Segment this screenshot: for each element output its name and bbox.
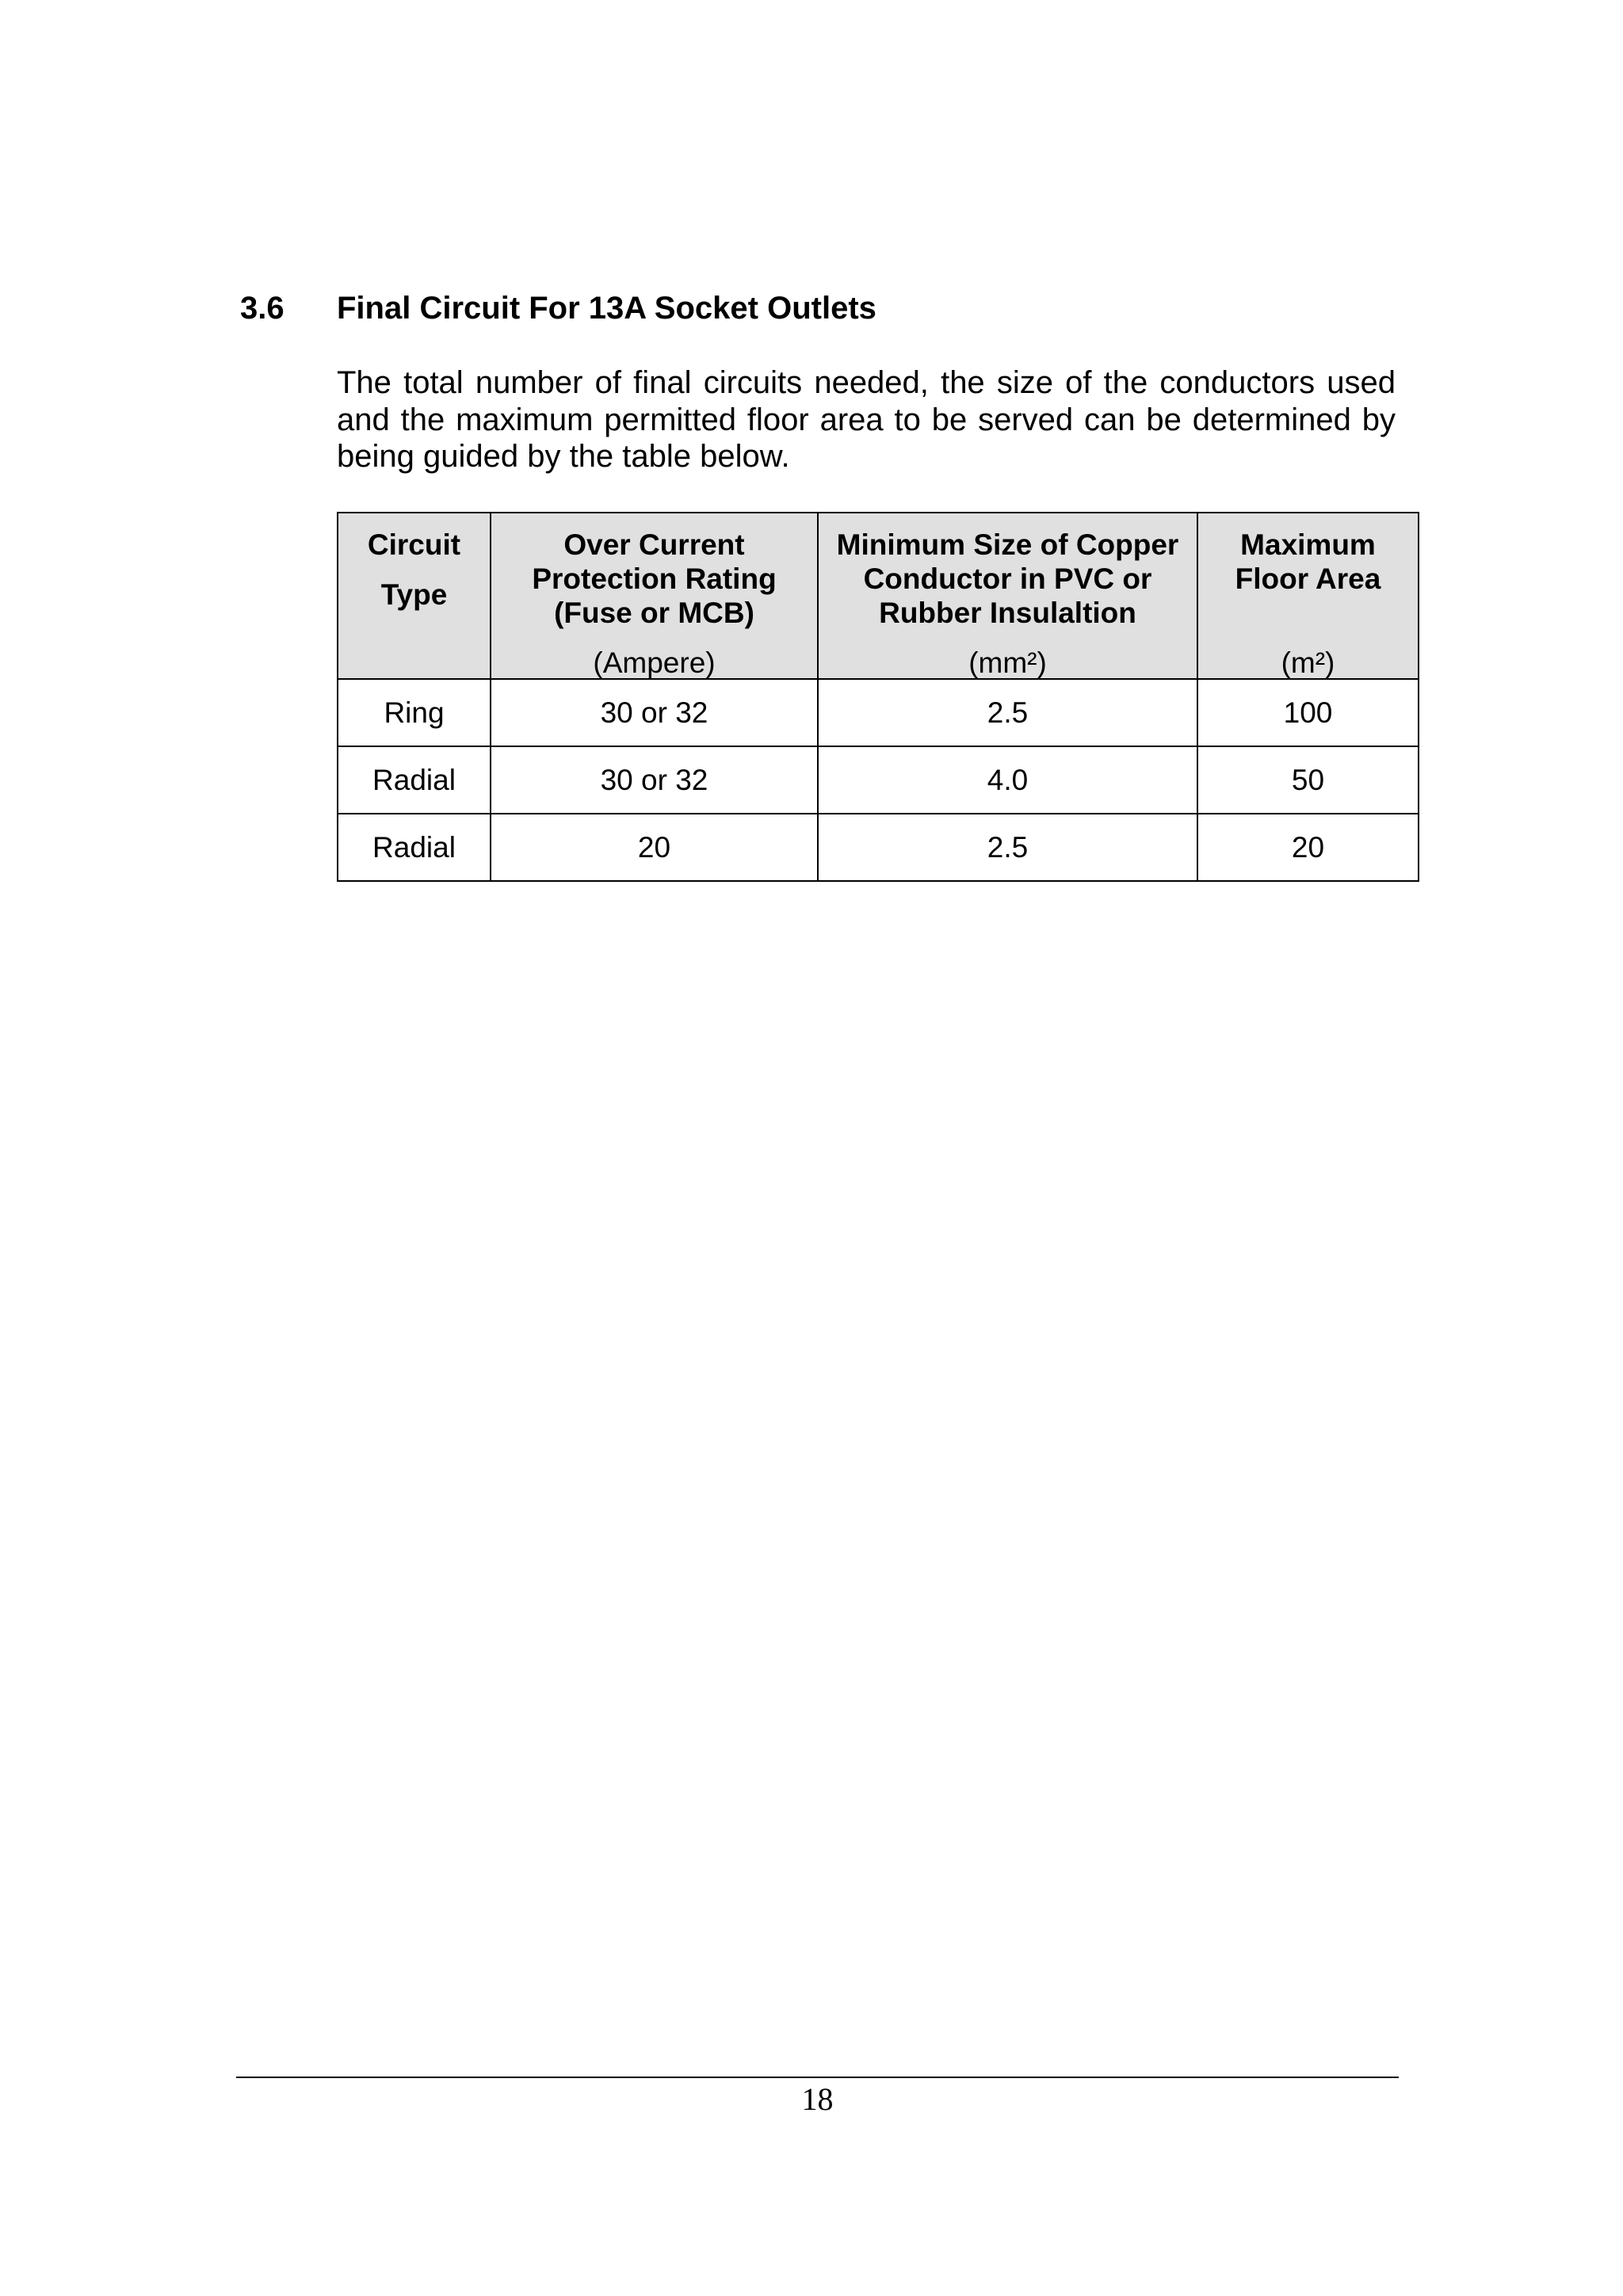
header-line: (Fuse or MCB)	[554, 597, 754, 629]
header-line: Minimum Size of Copper	[836, 528, 1179, 561]
cell-circuit-type: Radial	[338, 814, 491, 882]
cell-circuit-type: Ring	[338, 680, 491, 747]
cell-floor-area: 100	[1198, 680, 1419, 747]
section-title: Final Circuit For 13A Socket Outlets	[337, 291, 876, 326]
page-number: 18	[801, 2081, 834, 2117]
header-protection-rating	[491, 513, 819, 680]
cell-conductor-size: 2.5	[819, 814, 1198, 882]
cell-protection-rating: 30 or 32	[491, 680, 819, 747]
cell-protection-rating: 30 or 32	[491, 747, 819, 814]
header-unit: (m²)	[1281, 646, 1335, 679]
intro-paragraph	[337, 364, 1396, 475]
section-number: 3.6	[240, 291, 285, 326]
cell-circuit-type: Radial	[338, 747, 491, 814]
footer-rule	[236, 2077, 1399, 2078]
header-line: Circuit	[367, 528, 461, 561]
intro-line: The total number of final circuits needed, the size of the conductors used	[337, 365, 1396, 400]
header-floor-area	[1198, 513, 1419, 680]
header-line: Protection Rating	[532, 563, 777, 595]
header-line: Maximum	[1240, 528, 1376, 561]
intro-line: and the maximum permitted floor area to be served can be determined by	[337, 402, 1396, 437]
header-line: Type	[380, 578, 448, 611]
cell-conductor-size: 2.5	[819, 680, 1198, 747]
header-circuit-type	[338, 513, 491, 680]
cell-floor-area: 20	[1198, 814, 1419, 882]
final-circuit-table	[337, 512, 1419, 882]
header-line: Floor Area	[1235, 563, 1381, 595]
header-unit: (Ampere)	[593, 646, 716, 679]
header-unit: (mm²)	[968, 646, 1047, 679]
header-conductor-size	[819, 513, 1198, 680]
cell-floor-area: 50	[1198, 747, 1419, 814]
cell-protection-rating: 20	[491, 814, 819, 882]
cell-conductor-size: 4.0	[819, 747, 1198, 814]
header-line: Over Current	[563, 528, 745, 561]
header-line: Conductor in PVC or	[863, 563, 1152, 595]
intro-line: being guided by the table below.	[337, 439, 790, 474]
header-line: Rubber Insulaltion	[879, 597, 1136, 629]
